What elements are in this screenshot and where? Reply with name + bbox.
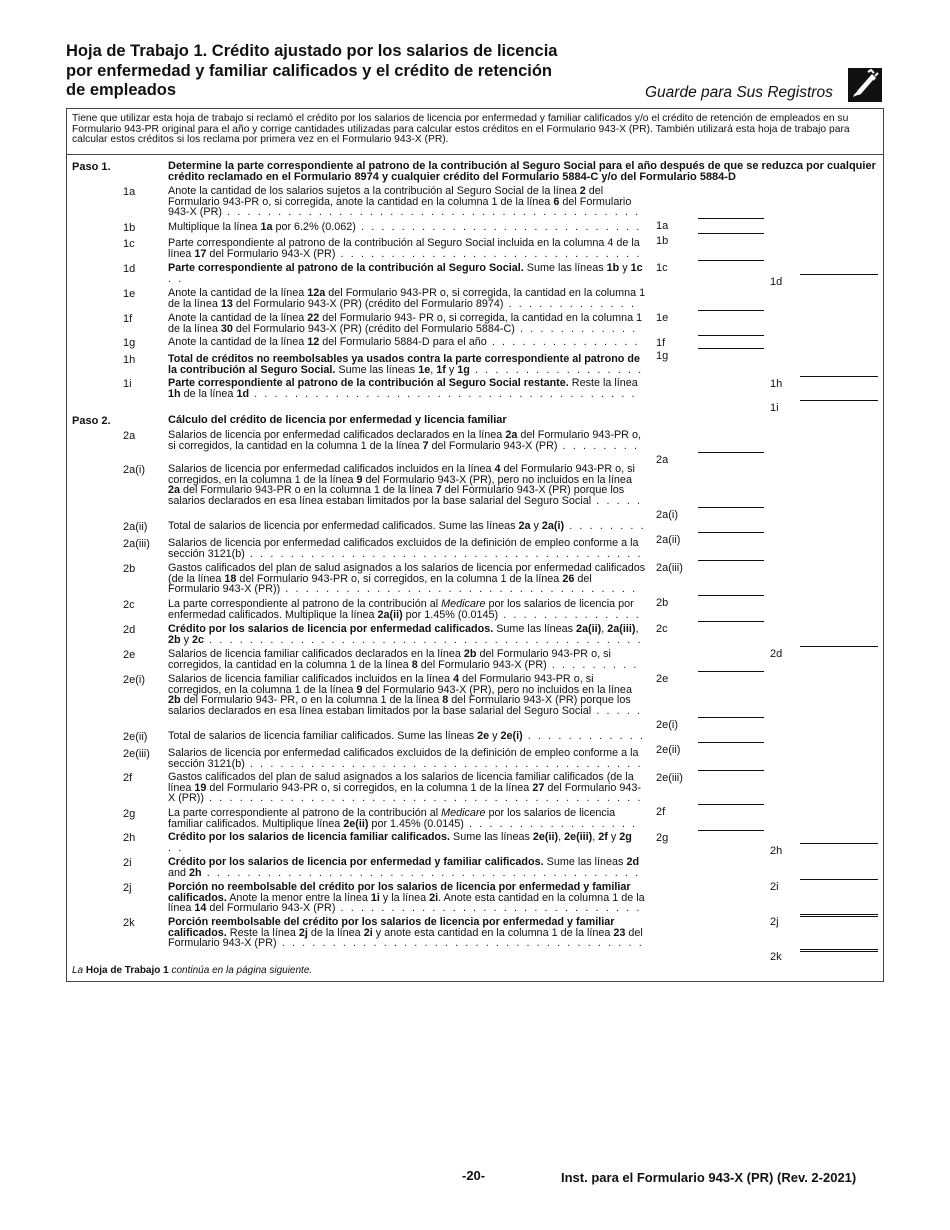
line-description: Total de salarios de licencia por enfermedad calificados. Sume las líneas 2a y 2a(i) . . . . . . . .	[168, 520, 646, 532]
divider	[66, 154, 884, 155]
amount-field[interactable]	[698, 804, 764, 805]
line-number: 2e(iii)	[123, 748, 150, 760]
line-description: Crédito por los salarios de licencia por enfermedad y familiar calificados. Sume las líneas 2d and 2h . . . . . . . . . . . . . . . . . . . . . . . . . . . . . . . . . . . . . . . . . . .	[168, 856, 641, 879]
amount-field[interactable]	[698, 830, 764, 831]
amount-field[interactable]	[698, 770, 764, 771]
line-number: 1f	[123, 313, 133, 325]
line-description: La parte correspondiente al patrono de la contribución al Medicare por los salarios de licencia familiar calificados. Multiplique línea 2e(ii) por 1.45% (0.0145) . . . . . . . . . . . . . . . . .	[168, 807, 638, 830]
line-number: 2e(ii)	[123, 731, 148, 743]
line-number: 2a	[123, 430, 136, 442]
continuation-note: La Hoja de Trabajo 1 continúa en la página siguiente.	[72, 965, 313, 976]
step1-label: Paso 1.	[72, 161, 111, 173]
form-footer: Inst. para el Formulario 943-X (PR) (Rev. 2-2021)	[561, 1170, 857, 1185]
line-description: Anote la cantidad de la línea 12a del Formulario 943-PR o, si corregida, la cantidad en la columna 1 de la línea 13 del Formulario 943-X (PR) (crédito del Formulario 8974) . . . . . . . . . . . . .	[168, 287, 646, 310]
line-number: 2k	[123, 917, 135, 929]
answer-label: 2a	[656, 454, 669, 466]
amount-field[interactable]	[698, 335, 764, 336]
line-description: Salarios de licencia familiar calificados incluidos en la línea 4 del Formulario 943-PR o, si corregidos, en la columna 1 de la línea 9 del Formulario 943-X (PR), pero no incluidos en la línea 2b del Formulario 943- PR, o en la columna 1 de la línea 8 del Formulario 943-X (PR) porque los salarios declarados en esa línea estaban limitados por la base salarial del Seguro Social . . . . .	[168, 673, 643, 717]
answer-label: 2e	[656, 673, 669, 685]
line-number: 2e(i)	[123, 674, 146, 686]
line-description: Multiplique la línea 1a por 6.2% (0.062) . . . . . . . . . . . . . . . . . . . . . . . . . . . .	[168, 221, 642, 233]
step1-heading: Determine la parte correspondiente al patrono de la contribución al Seguro Social para el año después de que se reduzca por cualquier crédito reclamado en el Formulario 8974 y cualquier crédito del Formulario 5884-C y/o del Formulario 5884-D	[168, 160, 876, 183]
worksheet-title	[66, 42, 586, 101]
intro-text: Tiene que utilizar esta hoja de trabajo si reclamó el crédito por los salarios de licencia por enfermedad y familiar calificados y/o el crédito de retención de empleados en su Formulario 943-PR original para el año y corrige cantidades utilizadas para calcular estos créditos en el Formulario 943-X (PR). También utilizará esta hoja de trabajo para calcular estos créditos si los reclama por primera vez en el Formulario 943-X (PR).	[72, 113, 850, 146]
amount-field[interactable]	[698, 742, 764, 743]
amount-field[interactable]	[698, 260, 764, 261]
line-number: 2h	[123, 832, 136, 844]
line-number: 2a(ii)	[123, 521, 148, 533]
amount-field[interactable]	[698, 532, 764, 533]
answer-label: 2f	[656, 806, 666, 818]
amount-field[interactable]	[698, 452, 764, 453]
line-number: 1e	[123, 288, 136, 300]
line-number: 2d	[123, 624, 136, 636]
keep-for-records: Guarde para Sus Registros	[645, 84, 833, 101]
step2-label: Paso 2.	[72, 415, 111, 427]
line-number: 1c	[123, 238, 135, 250]
answer-label: 1b	[656, 235, 669, 247]
amount-field[interactable]	[698, 507, 764, 508]
line-number: 2j	[123, 882, 132, 894]
step2-heading: Cálculo del crédito de licencia por enfermedad y licencia familiar	[168, 414, 507, 426]
line-number: 2a(i)	[123, 464, 146, 476]
line-number: 1a	[123, 186, 136, 198]
answer-label: 1i	[770, 402, 779, 414]
line-number: 1h	[123, 354, 136, 366]
title-line: de empleados	[66, 81, 177, 99]
answer-label: 1e	[656, 312, 669, 324]
amount-field[interactable]	[800, 646, 878, 647]
answer-label: 2e(i)	[656, 719, 679, 731]
line-description: Anote la cantidad de los salarios sujetos a la contribución al Seguro Social de la línea 2 del Formulario 943-PR o, si corregida, anote la cantidad en la columna 1 de la línea 6 del Formulario 943-X (PR) . . . . . . . . . . . . . . . . . . . . . . . . . . . . . . . . . . . . . . . . .	[168, 185, 641, 219]
title-line: Hoja de Trabajo 1. Crédito ajustado por los salarios de licencia	[66, 42, 558, 60]
amount-field[interactable]	[698, 717, 764, 718]
amount-field[interactable]	[800, 376, 878, 377]
amount-field[interactable]	[800, 879, 878, 880]
answer-label: 2b	[656, 597, 669, 609]
line-description: La parte correspondiente al patrono de la contribución al Medicare por los salarios de licencia por enfermedad calificados. Multiplique la línea 2a(ii) por 1.45% (0.0145) . . . . . . . . . . . . . .	[168, 598, 641, 621]
line-description: Parte correspondiente al patrono de la contribución al Seguro Social restante. Reste la línea 1h de la línea 1d . . . . . . . . . . . . . . . . . . . . . . . . . . . . . . . . . . . . . .	[168, 377, 638, 400]
answer-label: 2j	[770, 916, 779, 928]
amount-field[interactable]	[800, 400, 878, 401]
line-description: Crédito por los salarios de licencia por enfermedad calificados. Sume las líneas 2a(ii), 2a(iii), 2b y 2c . . . . . . . . . . . . . . . . . . . . . . . . . . . . . . . . . . . . . . . . . . .	[168, 623, 643, 646]
amount-field[interactable]	[800, 914, 878, 917]
title-line: por enfermedad y familiar calificados y el crédito de retención	[66, 61, 552, 80]
line-description: Anote la cantidad de la línea 12 del Formulario 5884-D para el año . . . . . . . . . . . . . . .	[168, 336, 640, 348]
answer-label: 2a(ii)	[656, 534, 681, 546]
answer-label: 2e(iii)	[656, 772, 683, 784]
amount-field[interactable]	[698, 218, 764, 219]
answer-label: 1f	[656, 337, 666, 349]
line-number: 2c	[123, 599, 135, 611]
amount-field[interactable]	[698, 348, 764, 349]
answer-label: 2e(ii)	[656, 744, 681, 756]
answer-label: 1h	[770, 378, 783, 390]
amount-field[interactable]	[698, 233, 764, 234]
line-number: 1b	[123, 222, 136, 234]
amount-field[interactable]	[698, 310, 764, 311]
amount-field[interactable]	[698, 560, 764, 561]
line-number: 1d	[123, 263, 136, 275]
line-description: Porción no reembolsable del crédito por los salarios de licencia por enfermedad y familiar calificados. Anote la menor entre la línea 1i y la línea 2i. Anote esta cantidad en la columna 1 de la línea 14 del Formulario 943-X (PR) . . . . . . . . . . . . . . . . . . . . . . . . . . . . . .	[168, 881, 645, 915]
line-number: 2g	[123, 808, 136, 820]
line-description: Parte correspondiente al patrono de la contribución al Seguro Social incluida en la columna 4 de la línea 17 del Formulario 943-X (PR) . . . . . . . . . . . . . . . . . . . . . . . . . . . . . .	[168, 237, 642, 260]
line-description: Anote la cantidad de la línea 22 del Formulario 943- PR o, si corregida, la cantidad en la columna 1 de la línea 30 del Formulario 943-X (PR) (crédito del Formulario 5884-C) . . . . . . . . . . . .	[168, 312, 643, 335]
line-number: 1i	[123, 378, 132, 390]
line-number: 2i	[123, 857, 132, 869]
amount-field[interactable]	[800, 843, 878, 844]
line-description: Salarios de licencia por enfermedad calificados excluidos de la definición de empleo conforme a la sección 3121(b) . . . . . . . . . . . . . . . . . . . . . . . . . . . . . . . . . . . . . . .	[168, 537, 643, 560]
line-description: Salarios de licencia por enfermedad calificados excluidos de la definición de empleo conforme a la sección 3121(b) . . . . . . . . . . . . . . . . . . . . . . . . . . . . . . . . . . . . . . .	[168, 747, 643, 770]
answer-label: 2k	[770, 951, 782, 963]
answer-label: 1g	[656, 350, 669, 362]
line-description: Porción reembolsable del crédito por los salarios de licencia por enfermedad y familiar calificados. Reste la línea 2j de la línea 2i y anote esta cantidad en la columna 1 de la línea 23 del Formulario 943-X (PR) . . . . . . . . . . . . . . . . . . . . . . . . . . . . . . . . . . . .	[168, 916, 644, 950]
page-number: -20-	[462, 1168, 486, 1183]
line-description: Crédito por los salarios de licencia familiar calificados. Sume las líneas 2e(ii), 2e(iii), 2f y 2g . .	[168, 831, 632, 854]
line-description: Salarios de licencia por enfermedad calificados incluidos en la línea 4 del Formulario 943-PR o, si corregidos, en la columna 1 de la línea 9 del Formulario 943-X (PR), pero no incluidos en la línea 2a del Formulario 943-PR o en la columna 1 de la línea 7 del Formulario 943-X (PR) porque los salarios declarados en esa línea estaban limitados por la base salarial del Seguro Social . . . . .	[168, 463, 643, 507]
answer-label: 2h	[770, 845, 783, 857]
line-description: Total de créditos no reembolsables ya usados contra la parte correspondiente al patrono de la contribución al Seguro Social. Sume las líneas 1e, 1f y 1g . . . . . . . . . . . . . . . . .	[168, 353, 644, 376]
line-description: Salarios de licencia familiar calificados declarados en la línea 2b del Formulario 943-PR o, si corregidos, la cantidad en la columna 1 de la línea 8 del Formulario 943-X (PR) . . . . . . . . .	[168, 648, 639, 671]
line-description: Gastos calificados del plan de salud asignados a los salarios de licencia familiar calificados (de la línea 19 del Formulario 943-PR o, si corregidos, en la columna 1 de la línea 27 del Formulario 943-X (PR)) . . . . . . . . . . . . . . . . . . . . . . . . . . . . . . . . . . . . . . . . . . .	[168, 771, 643, 805]
line-number: 2e	[123, 649, 136, 661]
answer-label: 1d	[770, 276, 783, 288]
line-description: Gastos calificados del plan de salud asignados a los salarios de licencia por enfermedad calificados (de la línea 18 del Formulario 943-PR o, si corregidos, en la columna 1 de la línea 26 del Formulario 943-X (PR)) . . . . . . . . . . . . . . . . . . . . . . . . . . . . . . . . . . .	[168, 562, 646, 596]
answer-label: 1c	[656, 262, 668, 274]
line-number: 1g	[123, 337, 136, 349]
amount-field[interactable]	[800, 274, 878, 275]
answer-label: 2g	[656, 832, 669, 844]
pen-icon	[848, 68, 882, 102]
amount-field[interactable]	[800, 949, 878, 952]
line-description: Salarios de licencia por enfermedad calificados declarados en la línea 2a del Formulario 943-PR o, si corregidos, la cantidad en la columna 1 de la línea 7 del Formulario 943-X (PR) . . . . . . . .	[168, 429, 641, 452]
amount-field[interactable]	[698, 621, 764, 622]
answer-label: 2a(i)	[656, 509, 679, 521]
line-description: Parte correspondiente al patrono de la contribución al Seguro Social. Sume las líneas 1b y 1c . .	[168, 262, 643, 285]
answer-label: 2a(iii)	[656, 562, 683, 574]
line-number: 2b	[123, 563, 136, 575]
answer-label: 2i	[770, 881, 779, 893]
amount-field[interactable]	[698, 595, 764, 596]
answer-label: 1a	[656, 220, 669, 232]
line-number: 2a(iii)	[123, 538, 150, 550]
amount-field[interactable]	[698, 671, 764, 672]
answer-label: 2c	[656, 623, 668, 635]
answer-label: 2d	[770, 648, 783, 660]
line-description: Total de salarios de licencia familiar calificados. Sume las líneas 2e y 2e(i) . . . . . . . . . . . .	[168, 730, 646, 742]
line-number: 2f	[123, 772, 133, 784]
